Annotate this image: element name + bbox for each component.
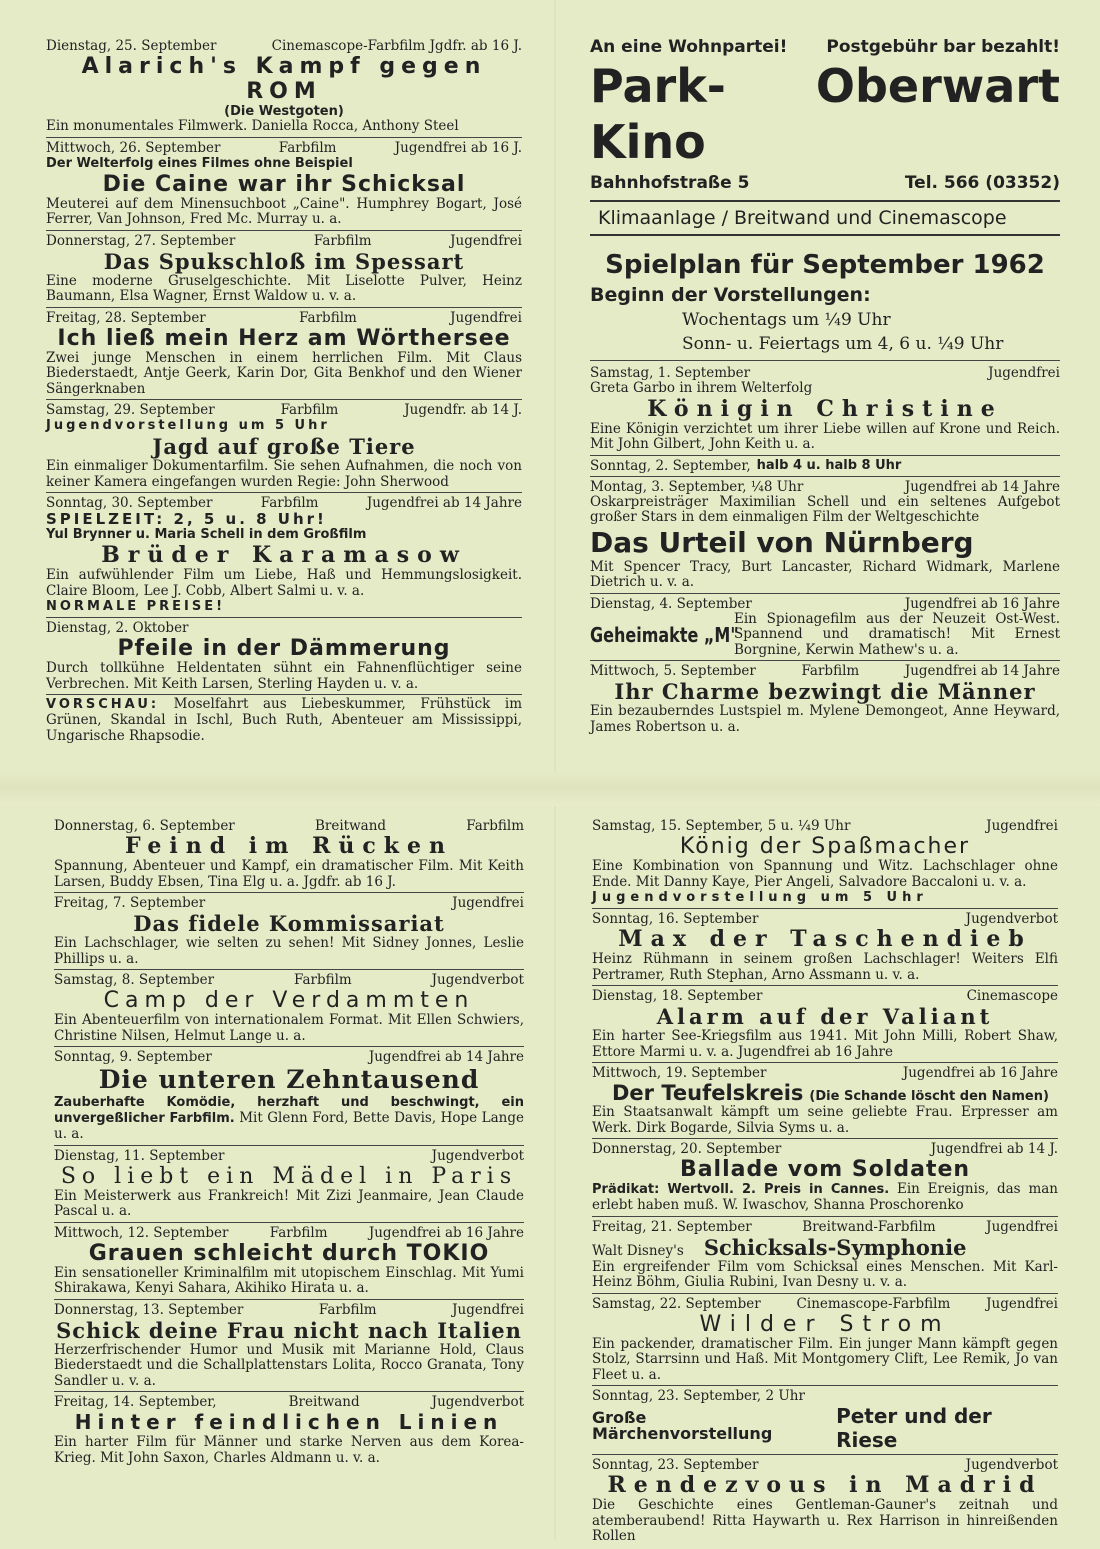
film-description: Zwei junge Menschen in einem herrlichen Film. Mit Claus Biederstaedt, Antje Geerk, Karin Dor, Gita Benkhof und den Wiener Sängerknaben <box>46 349 522 397</box>
listing-date: Dienstag, 11. September <box>54 1147 225 1164</box>
listing-date: Mittwoch, 12. September <box>54 1224 229 1241</box>
listing <box>46 620 522 695</box>
listing-info: Jugendfrei ab 16 Jahre <box>902 1065 1058 1081</box>
film-description: Ein Staatsanwalt kämpft um seine geliebte Frau. Erpresser am Werk. Dirk Bogarde, Silvia Syms u. a. <box>592 1104 1058 1136</box>
listing-date: Freitag, 21. September <box>592 1218 752 1235</box>
listing <box>592 1388 1058 1455</box>
film-title: Pfeile in der Dämmerung <box>117 636 451 661</box>
listing <box>590 458 1060 477</box>
preview-text: Moselfahrt aus Liebeskummer, Frühstück im Grünen, Skandal in Ischl, Buch Ruth, Abenteuer am Mississippi, Ungarische Rhapsodie. <box>46 696 522 744</box>
listing <box>592 818 1058 909</box>
listing-info: Jugendverbot <box>431 972 524 988</box>
listing-format: Farbfilm <box>299 309 357 326</box>
film-title: Ihr Charme bezwingt die Männer <box>614 679 1036 704</box>
film-tagline: SPIELZEIT: 2, 5 u. 8 Uhr! <box>46 510 327 528</box>
film-title: Der Teufelskreis <box>612 1081 804 1105</box>
weekday-times: Wochentags um ¼9 Uhr <box>682 310 891 330</box>
film-title: Peter und der Riese <box>836 1404 992 1452</box>
listing <box>590 663 1060 737</box>
film-subtitle: (Die Westgoten) <box>224 104 344 119</box>
film-title: Brüder Karamasow <box>101 542 467 568</box>
listing-date: Samstag, 29. September <box>46 402 215 418</box>
program-top-left <box>46 38 522 748</box>
listing-date: Dienstag, 2. Oktober <box>46 620 189 636</box>
listing-info: Jugendverbot <box>965 1457 1058 1473</box>
listing-info: Jugendverbot <box>965 911 1058 927</box>
film-title: Schicksals-Symphonie <box>703 1234 967 1260</box>
listing-date: Donnerstag, 27. September <box>46 232 236 249</box>
film-description: Ein aufwühlender Film um Liebe, Haß und Hemmungslosigkeit. Claire Bloom, Lee J. Cobb, Albert Salmi u. v. a. <box>46 567 522 599</box>
listing-times: halb 4 u. halb 8 Uhr <box>756 457 902 473</box>
listing-format: Farbfilm <box>294 972 352 988</box>
film-description: Eine Königin verzichtet um ihrer Liebe willen auf Krone und Reich. Mit John Gilbert, John Keith u. a. <box>590 420 1060 452</box>
listing <box>54 1148 524 1223</box>
listing-date: Dienstag, 18. September <box>592 988 763 1004</box>
film-description: Meuterei auf dem Minensuchboot „Caine". Humphrey Bogart, José Ferrer, Van Johnson, Fred Mc. Murray u. a. <box>46 195 522 227</box>
film-description: Ein sensationeller Kriminalfilm mit utopischem Einschlag. Mit Yumi Shirakawa, Kenyi Sahara, Akihiko Hirata u. a. <box>54 1264 524 1296</box>
listing <box>54 972 524 1047</box>
film-description: Ein Abenteuerfilm von internationalem Format. Mit Ellen Schwiers, Christine Nilsen, Helmut Lange u. a. <box>54 1012 524 1044</box>
listing <box>54 1302 524 1393</box>
listing <box>46 233 522 308</box>
film-description: Ein harter Film für Männer und starke Nerven aus dem Korea-Krieg. Mit John Saxon, Charles Aldmann u. v. a. <box>54 1434 524 1466</box>
film-title: Schick deine Frau nicht nach Italien <box>56 1317 522 1343</box>
listing <box>592 1296 1058 1387</box>
film-tagline: Jugendvorstellung um 5 Uhr <box>46 418 330 433</box>
film-description: Ein bezauberndes Lustspiel m. Mylene Demongeot, Anne Heyward, James Robertson u. a. <box>590 703 1060 735</box>
horizontal-fold <box>0 772 1100 806</box>
listing-date: Dienstag, 25. September <box>46 38 217 54</box>
film-subtitle: (Die Schande löscht den Namen) <box>809 1089 1049 1104</box>
film-tagline: Zauberhafte Komödie, herzhaft und beschwingt, ein unvergeßlicher Farbfilm. <box>54 1095 524 1126</box>
film-title: Rendezvous in Madrid <box>607 1472 1043 1498</box>
film-title: Alarm auf der Valiant <box>656 1004 994 1029</box>
listing <box>592 988 1058 1063</box>
holiday-times: Sonn- u. Feiertags um 4, 6 u. ¼9 Uhr <box>682 334 1004 354</box>
listing-date: Freitag, 14. September, <box>54 1394 217 1410</box>
film-tagline: Der Welterfolg eines Filmes ohne Beispiel <box>46 155 353 171</box>
film-title: Die Caine war ihr Schicksal <box>102 171 466 197</box>
film-title: Alarich's Kampf gegen ROM <box>81 54 487 104</box>
cinema-phone: Tel. 566 (03352) <box>904 173 1060 193</box>
film-title: Das Urteil von Nürnberg <box>590 525 974 559</box>
listing <box>592 1141 1058 1217</box>
listing-date: Samstag, 1. September <box>590 365 751 381</box>
film-description: Ein Lachschlager, wie selten zu sehen! Mit Sidney Jonnes, Leslie Phillips u. a. <box>54 935 524 967</box>
listing-info: Jugendfrei ab 16 Jahre <box>904 595 1060 612</box>
listing-info: Jugendfrei ab 14 Jahre <box>904 478 1060 495</box>
film-title: Jagd auf große Tiere <box>152 434 416 459</box>
listing-date: Mittwoch, 26. September <box>46 139 221 156</box>
film-description: Eine moderne Gruselgeschichte. Mit Liselotte Pulver, Heinz Baumann, Elsa Wagner, Ernst Waldow u. v. a. <box>46 272 522 304</box>
cinema-address: Bahnhofstraße 5 <box>590 173 750 193</box>
film-title: Geheimakte „M" <box>590 622 739 647</box>
listing <box>592 911 1058 986</box>
film-description: Ein Meisterwerk aus Frankreich! Mit Zizi Jeanmaire, Jean Claude Pascal u. a. <box>54 1187 524 1219</box>
program-bottom-right <box>592 818 1058 1549</box>
film-description: Eine Kombination von Spannung und Witz. Lachschlager ohne Ende. Mit Danny Kaye, Pier Angeli, Salvadore Baccaloni u. v. a. <box>592 858 1058 890</box>
program-top-right <box>590 36 1060 739</box>
film-title: Camp der Verdammten <box>103 988 475 1013</box>
listing-format: Cinemascope-Farbfilm <box>796 1295 951 1312</box>
listing-date: Dienstag, 4. September <box>590 595 752 612</box>
film-tagline: Yul Brynner u. Maria Schell in dem Großfilm <box>46 527 367 542</box>
listing-date: Sonntag, 30. September <box>46 495 213 511</box>
listing <box>54 818 524 893</box>
film-description: Ein Spionagefilm aus der Neuzeit Ost-West. Spannend und dramatisch! Mit Ernest Borgnine, Kerwin Mathew's u. a. <box>734 610 1060 658</box>
film-title: Die unteren Zehntausend <box>98 1065 480 1094</box>
film-description: Ein einmaliger Dokumentarfilm. Sie sehen Aufnahmen, die noch von keiner Kamera eingefangen wurden Regie: John Sherwood <box>46 458 522 490</box>
listing-date: Mittwoch, 5. September <box>590 663 756 679</box>
listing <box>590 479 1060 594</box>
film-title: Ich ließ mein Herz am Wörthersee <box>57 325 511 351</box>
listing-info: Cinemascope <box>966 988 1058 1004</box>
listing-format: Breitwand <box>315 818 387 834</box>
film-title: König der Spaßmacher <box>679 834 971 859</box>
film-description: Heinz Rühmann in seinem großen Lachschlager! Weiters Elfi Pertramer, Ruth Stephan, Arno Assmann u. v. a. <box>592 951 1058 983</box>
listing-info: Jugendfrei ab 14 Jahre <box>368 1049 524 1065</box>
listing-format: Farbfilm <box>280 402 339 418</box>
listing-info: Jugendfrei <box>988 365 1060 381</box>
listing <box>54 1225 524 1300</box>
film-tagline: Prädikat: Wertvoll. 2. Preis in Cannes. <box>592 1182 890 1197</box>
film-description: Spannung, Abenteuer und Kampf, ein dramatischer Film. Mit Keith Larsen, Buddy Ebsen, Tina Elg u. a. Jgdfr. ab 16 J. <box>54 858 524 890</box>
film-title: Wilder Strom <box>699 1311 951 1337</box>
listing-date: Freitag, 7. September <box>54 895 206 911</box>
listing-info: Cinemascope-Farbfilm Jgdfr. ab 16 J. <box>271 38 522 54</box>
listing <box>46 310 522 401</box>
listing-format: Breitwand-Farbfilm <box>802 1218 936 1235</box>
listing-info: Jugendfrei <box>452 1301 524 1318</box>
preview-label: VORSCHAU: <box>46 697 160 712</box>
listing <box>592 1219 1058 1294</box>
listing-info: Jugendfrei ab 14 J. <box>930 1141 1058 1157</box>
listing-info: Jugendfrei ab 16 Jahre <box>368 1224 524 1241</box>
film-description: Ein monumentales Filmwerk. Daniella Rocca, Anthony Steel <box>46 118 459 134</box>
cinema-name: Park-Kino Oberwart <box>590 59 1060 169</box>
listing-info: Jugendverbot <box>431 1394 524 1410</box>
listing <box>46 38 522 138</box>
program-bottom-left <box>54 818 524 1470</box>
listing-date: Montag, 3. September, ¼8 Uhr <box>590 478 804 495</box>
listing-format: Farbfilm <box>278 139 337 156</box>
film-description: Herzerfrischender Humor und Musik mit Marianne Hold, Claus Biederstaedt und die Schallplattenstars Lolita, Rocco Granata, Tony Sandler u. v. a. <box>54 1341 524 1389</box>
film-tagline: Greta Garbo in ihrem Welterfolg <box>590 380 813 396</box>
listing-info: Jugendfrei <box>986 818 1058 834</box>
film-title: Grauen schleicht durch TOKIO <box>88 1240 490 1266</box>
listing-date: Mittwoch, 19. September <box>592 1065 767 1081</box>
vertical-fold <box>554 0 556 1540</box>
film-note: Jugendvorstellung um 5 Uhr <box>592 890 928 905</box>
page-title: Spielplan für September 1962 <box>605 250 1045 280</box>
listing-info: Jugendfrei ab 16 J. <box>394 139 522 156</box>
cinema-features: Klimaanlage / Breitwand und Cinemascope <box>590 200 1060 236</box>
film-title: Ballade vom Soldaten <box>679 1157 971 1182</box>
film-tagline: Große Märchenvorstellung <box>592 1408 773 1443</box>
listing-date: Sonntag, 23. September <box>592 1457 759 1473</box>
listing <box>54 1394 524 1468</box>
film-description: Durch tollkühne Heldentaten sühnt ein Fahnenflüchtiger seine Verbrechen. Mit Keith Larsen, Sterling Hayden u. v. a. <box>46 660 522 692</box>
film-description: Ein packender, dramatischer Film. Ein junger Mann kämpft gegen Stolz, Starrsinn und Haß. Mit Montgomery Clift, Lee Remik, Jo van Fleet u. a. <box>592 1335 1058 1383</box>
film-title: Königin Christine <box>647 395 1003 422</box>
film-description: Ein Ereignis, das man erlebt haben muß. W. Iwaschov, Shanna Proschorenko <box>592 1181 1058 1213</box>
listing-info: Jugendfrei ab 14 Jahre <box>366 495 522 511</box>
film-title: Das fidele Kommissariat <box>133 911 445 936</box>
listing <box>54 895 524 970</box>
listing-info: Jugendfr. ab 14 J. <box>404 402 522 418</box>
film-title: Max der Taschendieb <box>618 926 1032 952</box>
film-title: Hinter feindlichen Linien <box>74 1410 504 1434</box>
postage-note: Postgebühr bar bezahlt! <box>826 37 1060 57</box>
film-title: So liebt ein Mädel in Paris <box>60 1163 518 1189</box>
listing <box>592 1457 1058 1547</box>
film-title: Das Spukschloß im Spessart <box>103 248 465 274</box>
listing-format: Farbfilm <box>318 1301 377 1318</box>
listing-info: Jugendfrei <box>450 232 522 249</box>
listing-date: Samstag, 15. September, 5 u. ¼9 Uhr <box>592 818 851 834</box>
film-tagline: Walt Disney's <box>592 1242 684 1259</box>
listing-date: Samstag, 8. September <box>54 972 215 988</box>
listing <box>54 1049 524 1146</box>
listing <box>590 596 1060 662</box>
listing-info: Jugendfrei <box>450 309 522 326</box>
listing-info: Jugendfrei ab 14 Jahre <box>904 663 1060 679</box>
listing <box>46 402 522 493</box>
film-description: Mit Spencer Tracy, Burt Lancaster, Richard Widmark, Marlene Dietrich u. v. a. <box>590 558 1060 590</box>
film-description: Ein harter See-Kriegsfilm aus 1941. Mit John Milli, Robert Shaw, Ettore Marmi u. v. a. Jugendfrei ab 16 Jahre <box>592 1028 1058 1060</box>
listing-date: Sonntag, 2. September, <box>590 457 751 474</box>
listing-info: Farbfilm <box>466 818 524 834</box>
film-description: Mit Glenn Ford, Bette Davis, Hope Lange u. a. <box>54 1110 525 1142</box>
listing-format: Farbfilm <box>801 663 860 679</box>
listing-date: Donnerstag, 6. September <box>54 818 235 834</box>
listing <box>46 140 522 231</box>
listing-format: Farbfilm <box>260 495 319 511</box>
listing-date: Freitag, 28. September <box>46 309 206 326</box>
film-description: Die Geschichte eines Gentleman-Gauner's zeitnah und atemberaubend! Ritta Haywarth u. Rex Harrison in hinreißenden Rollen <box>592 1497 1058 1544</box>
preview <box>46 697 522 746</box>
listing-info: Jugendfrei <box>452 895 524 911</box>
listing-date: Sonntag, 16. September <box>592 911 759 927</box>
listing <box>592 1065 1058 1139</box>
film-title: Feind im Rücken <box>124 833 453 859</box>
listing-format: Farbfilm <box>313 232 372 249</box>
listing-info: Jugendverbot <box>431 1147 524 1164</box>
showtimes-heading: Beginn der Vorstellungen: <box>590 284 871 306</box>
listing-format: Breitwand <box>288 1394 360 1410</box>
listing-format: Farbfilm <box>269 1224 328 1241</box>
listing-info: Jugendfrei <box>986 1295 1058 1312</box>
listing-date: Donnerstag, 13. September <box>54 1301 244 1318</box>
listing-info: Jugendfrei <box>986 1218 1058 1235</box>
listing-date: Sonntag, 23. September, 2 Uhr <box>592 1388 805 1404</box>
film-tagline: Oskarpreisträger Maximilian Schell und ein seltenes Aufgebot großer Stars in dem einmaligen Film der Weltgeschichte <box>590 493 1060 525</box>
listing-date: Samstag, 22. September <box>592 1295 761 1312</box>
listing-date: Donnerstag, 20. September <box>592 1141 782 1157</box>
listing <box>46 495 522 618</box>
address-note: An eine Wohnpartei! <box>590 37 788 57</box>
film-note: NORMALE PREISE! <box>46 599 226 614</box>
listing <box>590 365 1060 456</box>
listing-date: Sonntag, 9. September <box>54 1049 212 1065</box>
film-description: Ein ergreifender Film vom Schicksal eines Menschen. Mit Karl-Heinz Böhm, Giulia Rubini, Ivan Desny u. v. a. <box>592 1258 1058 1290</box>
